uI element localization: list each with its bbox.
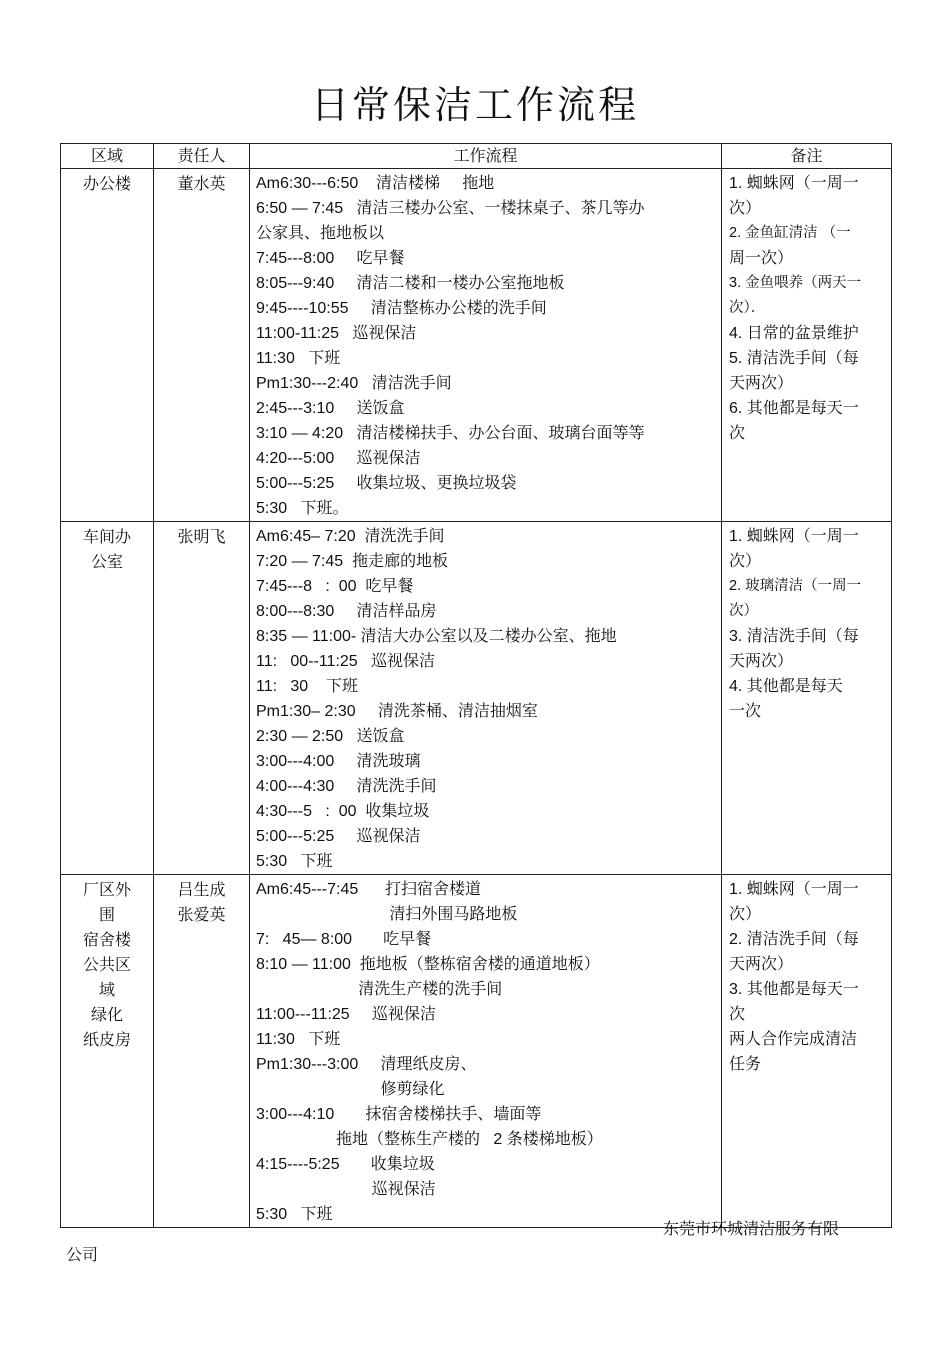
area-cell [61,169,154,522]
header-notes: 备注 [722,144,892,169]
workflow-line: Pm1:30---3:00 清理纸皮房、 [256,1056,477,1073]
area-text: 车间办 [82,527,131,546]
area-cell [61,875,154,1228]
person-cell [154,875,250,1228]
note-line: 天两次） [729,653,794,670]
page-title: 日常保洁工作流程 [310,83,639,127]
note-line: 1. 蜘蛛网（一周一 [729,881,859,898]
person-name: 董水英 [177,174,226,193]
workflow-line: 3:00---4:00 清洗玻璃 [256,753,421,770]
workflow-line: 2:45---3:10 送饭盒 [256,400,405,417]
workflow-line: 6:50 — 7:45 清洁三楼办公室、一楼抹桌子、茶几等办 [256,200,645,217]
workflow-line: 5:30 下班 [256,853,333,870]
workflow-line: 修剪绿化 [256,1081,445,1098]
table-row [61,875,892,1228]
note-line: 次） [729,200,762,217]
note-line: 4. 日常的盆景维护 [729,325,859,342]
note-line: 次 [729,1006,746,1023]
note-line: 周一次） [729,250,794,267]
area-cell [61,522,154,875]
note-line: 1. 蜘蛛网（一周一 [729,175,859,192]
note-line: 2. 金鱼缸清洁 （一 [729,225,851,241]
workflow-line: 11:00---11:25 巡视保洁 [256,1006,436,1023]
workflow-line: 2:30 — 2:50 送饭盒 [256,728,405,745]
area-text: 宿舍楼 [82,930,131,949]
schedule-table [60,143,892,1228]
workflow-line: Am6:45– 7:20 清洗洗手间 [256,528,445,545]
workflow-cell [250,169,722,522]
header-row [61,144,892,169]
workflow-line: 4:00---4:30 清洗洗手间 [256,778,437,795]
note-line: 5. 清洁洗手间（每 [729,350,859,367]
header-area: 区域 [61,144,154,169]
area-text: 厂区外 [82,880,131,899]
notes-cell [722,169,892,522]
note-line: 3. 其他都是每天一 [729,981,859,998]
workflow-line: 8:10 — 11:00 拖地板（整栋宿舍楼的通道地板） [256,956,600,973]
workflow-line: 巡视保洁 [256,1181,436,1198]
table-row [61,522,892,875]
area-text: 办公楼 [82,174,131,193]
note-line: 3. 金鱼喂养（两天一 [729,275,862,291]
workflow-line: 5:00---5:25 巡视保洁 [256,828,421,845]
table-row [61,169,892,522]
workflow-line: 4:20---5:00 巡视保洁 [256,450,421,467]
workflow-line: 公家具、拖地板以 [256,225,385,242]
workflow-line: 清扫外围马路地板 [256,906,518,923]
workflow-line: 7:45---8:00 吃早餐 [256,250,405,267]
note-line: 次） [729,553,762,570]
area-text: 围 [98,905,115,924]
workflow-line: 11:30 下班 [256,1031,341,1048]
workflow-line: 拖地（整栋生产楼的 2 条楼梯地板） [256,1131,603,1148]
person-name: 张明飞 [177,527,226,546]
note-line: 次） [729,603,758,619]
area-text: 公室 [90,552,123,571]
area-text: 纸皮房 [82,1030,131,1049]
notes-cell [722,875,892,1228]
workflow-line: 11:30 下班 [256,350,341,367]
person-cell [154,522,250,875]
workflow-line: 5:30 下班。 [256,500,349,517]
note-line: 3. 清洁洗手间（每 [729,628,859,645]
person-name: 吕生成 [177,880,226,899]
workflow-line: 9:45----10:55 清洁整栋办公楼的洗手间 [256,300,547,317]
header-person: 责任人 [154,144,250,169]
person-cell [154,169,250,522]
workflow-line: 11: 30 下班 [256,678,358,695]
note-line: 4. 其他都是每天 [729,678,843,695]
note-line: 2. 清洁洗手间（每 [729,931,859,948]
workflow-line: Am6:45---7:45 打扫宿舍楼道 [256,881,481,898]
note-line: 1. 蜘蛛网（一周一 [729,528,859,545]
workflow-line: 4:30---5 : 00 收集垃圾 [256,803,430,820]
workflow-line: 8:00---8:30 清洁样品房 [256,603,437,620]
workflow-line: 5:00---5:25 收集垃圾、更换垃圾袋 [256,475,517,492]
workflow-line: Am6:30---6:50 清洁楼梯 拖地 [256,175,495,192]
note-line: 6. 其他都是每天一 [729,400,859,417]
workflow-line: 3:10 — 4:20 清洁楼梯扶手、办公台面、玻璃台面等等 [256,425,645,442]
note-line: 次） [729,906,762,923]
workflow-line: 4:15----5:25 收集垃圾 [256,1156,435,1173]
workflow-line: 3:00---4:10 抹宿舍楼梯扶手、墙面等 [256,1106,542,1123]
note-line: 次 [729,425,746,442]
workflow-line: 11:00-11:25 巡视保洁 [256,325,417,342]
workflow-line: 8:05---9:40 清洁二楼和一楼办公室拖地板 [256,275,565,292]
workflow-line: 7: 45— 8:00 吃早餐 [256,931,432,948]
notes-cell [722,522,892,875]
area-text: 公共区 [82,955,131,974]
person-name: 张爱英 [177,905,226,924]
note-line: 一次 [729,703,762,720]
workflow-cell [250,875,722,1228]
workflow-line: Pm1:30---2:40 清洁洗手间 [256,375,452,392]
area-text: 域 [98,980,115,999]
workflow-line: 清洗生产楼的洗手间 [256,981,503,998]
workflow-line: Pm1:30– 2:30 清洗茶桶、清洁抽烟室 [256,703,538,720]
workflow-line: 7:20 — 7:45 拖走廊的地板 [256,553,449,570]
note-line: 任务 [729,1056,762,1073]
workflow-line: 8:35 — 11:00- 清洁大办公室以及二楼办公室、拖地 [256,628,617,645]
company-name-line1: 东莞市环城清洁服务有限 [663,1219,840,1238]
workflow-line: 11: 00--11:25 巡视保洁 [256,653,436,670]
workflow-line: 5:30 下班 [256,1206,333,1223]
note-line: 天两次） [729,956,794,973]
company-name-line2: 公司 [66,1245,99,1264]
note-line: 次）． [729,300,766,316]
area-text: 绿化 [90,1005,123,1024]
note-line: 两人合作完成清洁 [729,1031,858,1048]
workflow-line: 7:45---8 : 00 吃早餐 [256,578,414,595]
note-line: 天两次） [729,375,794,392]
header-flow: 工作流程 [250,144,722,169]
workflow-cell [250,522,722,875]
note-line: 2. 玻璃清洁（一周一 [729,578,862,594]
